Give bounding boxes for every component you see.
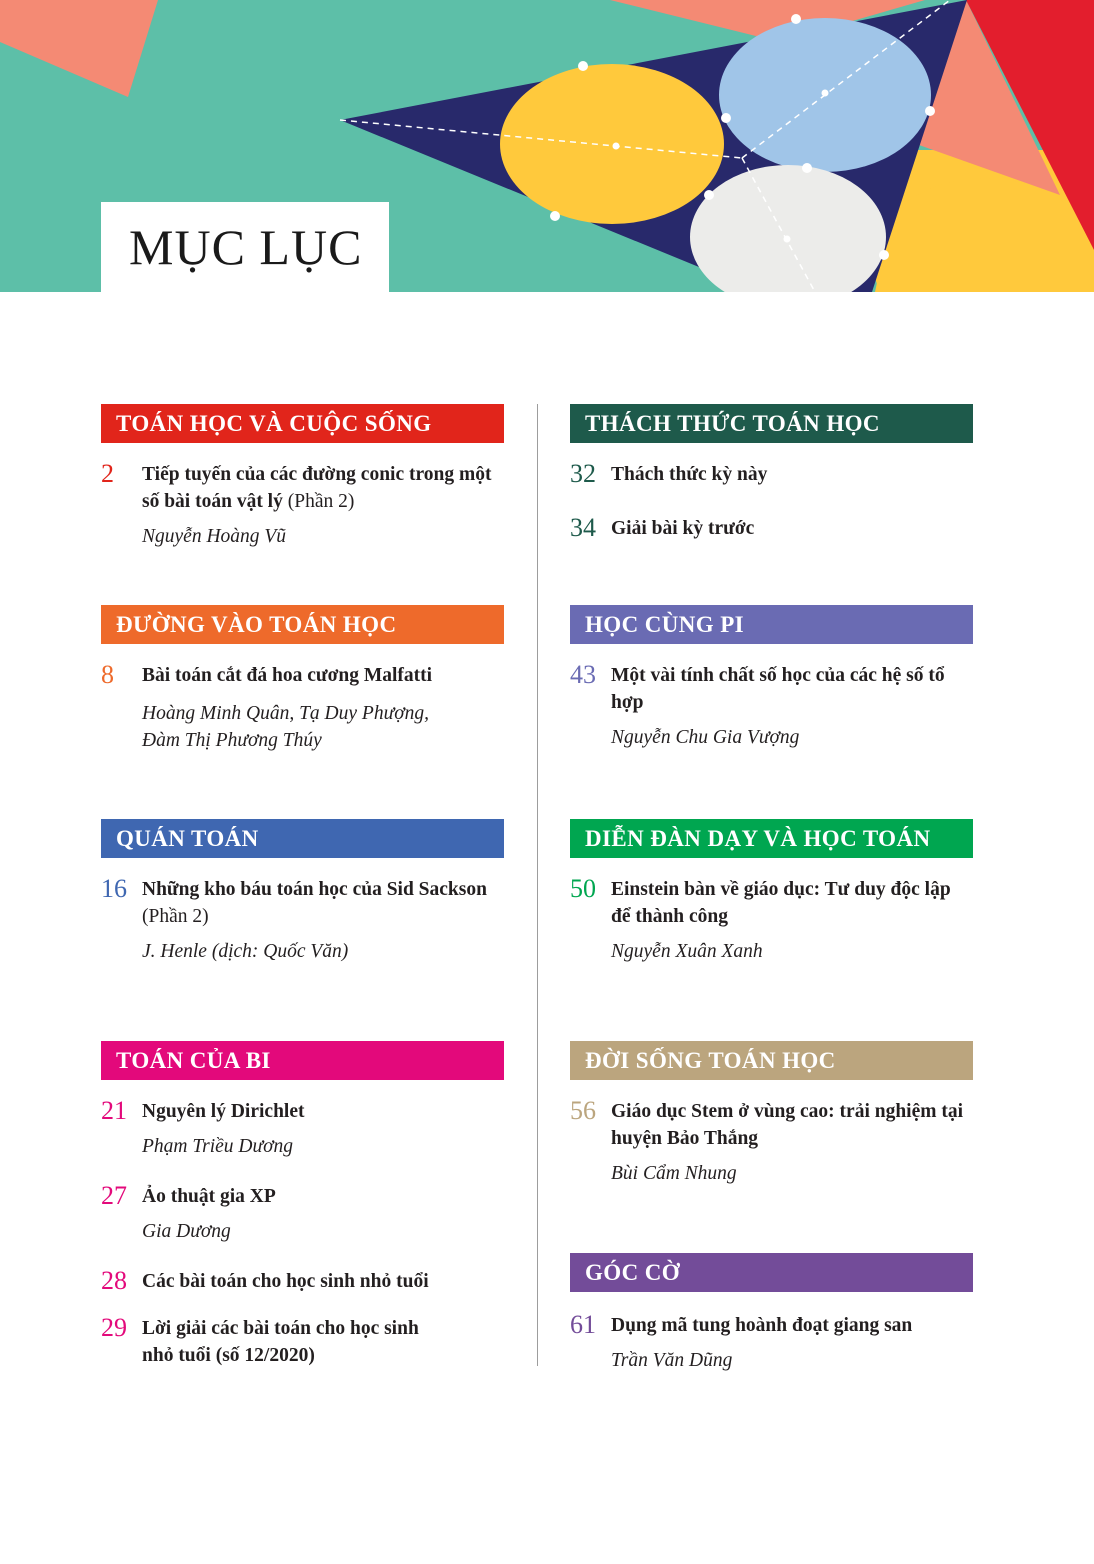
section-header: GÓC CỜ	[570, 1253, 973, 1292]
page-number: 2	[101, 459, 114, 488]
toc-entry[interactable]	[101, 1183, 504, 1245]
page-number: 28	[101, 1266, 127, 1295]
article-title: Những kho báu toán học của Sid Sackson (Phần 2)	[142, 879, 487, 927]
section-dien-dan-day-va-hoc-toan	[570, 819, 973, 965]
section-header: DIỄN ĐÀN DẠY VÀ HỌC TOÁN	[570, 819, 973, 858]
toc-entry[interactable]	[570, 876, 973, 965]
article-author: Gia Dương	[142, 1221, 231, 1242]
section-thach-thuc-toan-hoc	[570, 404, 973, 542]
section-header: THÁCH THỨC TOÁN HỌC	[570, 404, 973, 443]
section-header: TOÁN HỌC VÀ CUỘC SỐNG	[101, 404, 504, 443]
section-doi-song-toan-hoc	[570, 1041, 973, 1187]
page-number: 61	[570, 1310, 596, 1339]
column-divider	[537, 404, 538, 1366]
section-header: HỌC CÙNG PI	[570, 605, 973, 644]
article-title: Lời giải các bài toán cho học sinh nhỏ tuổi (số 12/2020)	[142, 1318, 419, 1366]
toc-entry[interactable]	[570, 662, 973, 751]
section-goc-co	[570, 1253, 973, 1374]
toc-entry[interactable]	[570, 1312, 973, 1374]
article-title: Giải bài kỳ trước	[611, 518, 755, 539]
section-toan-cua-bi	[101, 1041, 504, 1369]
article-title: Dụng mã tung hoành đoạt giang san	[611, 1315, 913, 1336]
section-header: ĐƯỜNG VÀO TOÁN HỌC	[101, 605, 504, 644]
toc-entry[interactable]	[101, 1098, 504, 1160]
article-author: Trần Văn Dũng	[611, 1350, 733, 1371]
article-title: Tiếp tuyến của các đường conic trong một số bài toán vật lý (Phần 2)	[142, 464, 492, 512]
article-title: Một vài tính chất số học của các hệ số tổ hợp	[611, 665, 945, 713]
toc-entry[interactable]	[101, 662, 504, 754]
article-author: Hoàng Minh Quân, Tạ Duy Phượng, Đàm Thị Phương Thúy	[142, 703, 429, 751]
page-number: 34	[570, 513, 596, 542]
cover-banner	[0, 0, 1094, 292]
article-author: Nguyễn Chu Gia Vượng	[611, 727, 800, 748]
article-title: Einstein bàn về giáo dục: Tư duy độc lập để thành công	[611, 879, 951, 927]
article-author: Bùi Cẩm Nhung	[611, 1163, 737, 1184]
page-title: MỤC LỤC	[129, 219, 363, 275]
toc-entry[interactable]	[570, 1098, 973, 1187]
section-header: ĐỜI SỐNG TOÁN HỌC	[570, 1041, 973, 1080]
title-box	[101, 202, 389, 292]
section-header: QUÁN TOÁN	[101, 819, 504, 858]
toc-entry[interactable]	[101, 876, 504, 965]
page-number: 29	[101, 1313, 127, 1342]
page-number: 56	[570, 1096, 596, 1125]
page-number: 16	[101, 874, 127, 903]
toc-entry[interactable]	[101, 1315, 504, 1369]
article-title: Nguyên lý Dirichlet	[142, 1101, 305, 1122]
page-number: 43	[570, 660, 596, 689]
toc-entry[interactable]	[101, 461, 504, 550]
section-duong-vao-toan-hoc	[101, 605, 504, 754]
toc-entry[interactable]	[101, 1268, 504, 1295]
section-toan-hoc-va-cuoc-song	[101, 404, 504, 550]
article-title: Ảo thuật gia XP	[142, 1186, 276, 1207]
article-author: J. Henle (dịch: Quốc Văn)	[142, 941, 349, 962]
article-title: Thách thức kỳ này	[611, 464, 768, 485]
article-author: Nguyễn Hoàng Vũ	[142, 526, 287, 547]
article-title: Bài toán cắt đá hoa cương Malfatti	[142, 665, 433, 686]
section-hoc-cung-pi	[570, 605, 973, 751]
article-title: Giáo dục Stem ở vùng cao: trải nghiệm tại huyện Bảo Thắng	[611, 1101, 964, 1149]
page-number: 27	[101, 1181, 127, 1210]
article-author: Phạm Triều Dương	[142, 1136, 294, 1157]
toc-entry[interactable]	[570, 515, 973, 542]
article-title: Các bài toán cho học sinh nhỏ tuổi	[142, 1271, 429, 1292]
article-author: Nguyễn Xuân Xanh	[611, 941, 763, 962]
toc-entry[interactable]	[570, 461, 973, 488]
section-quan-toan	[101, 819, 504, 965]
page-number: 32	[570, 459, 596, 488]
section-header: TOÁN CỦA BI	[101, 1041, 504, 1080]
page-number: 50	[570, 874, 596, 903]
article-part: (Phần 2)	[142, 906, 209, 927]
page-number: 21	[101, 1096, 127, 1125]
article-part: (Phần 2)	[282, 491, 355, 512]
page-number: 8	[101, 660, 114, 689]
